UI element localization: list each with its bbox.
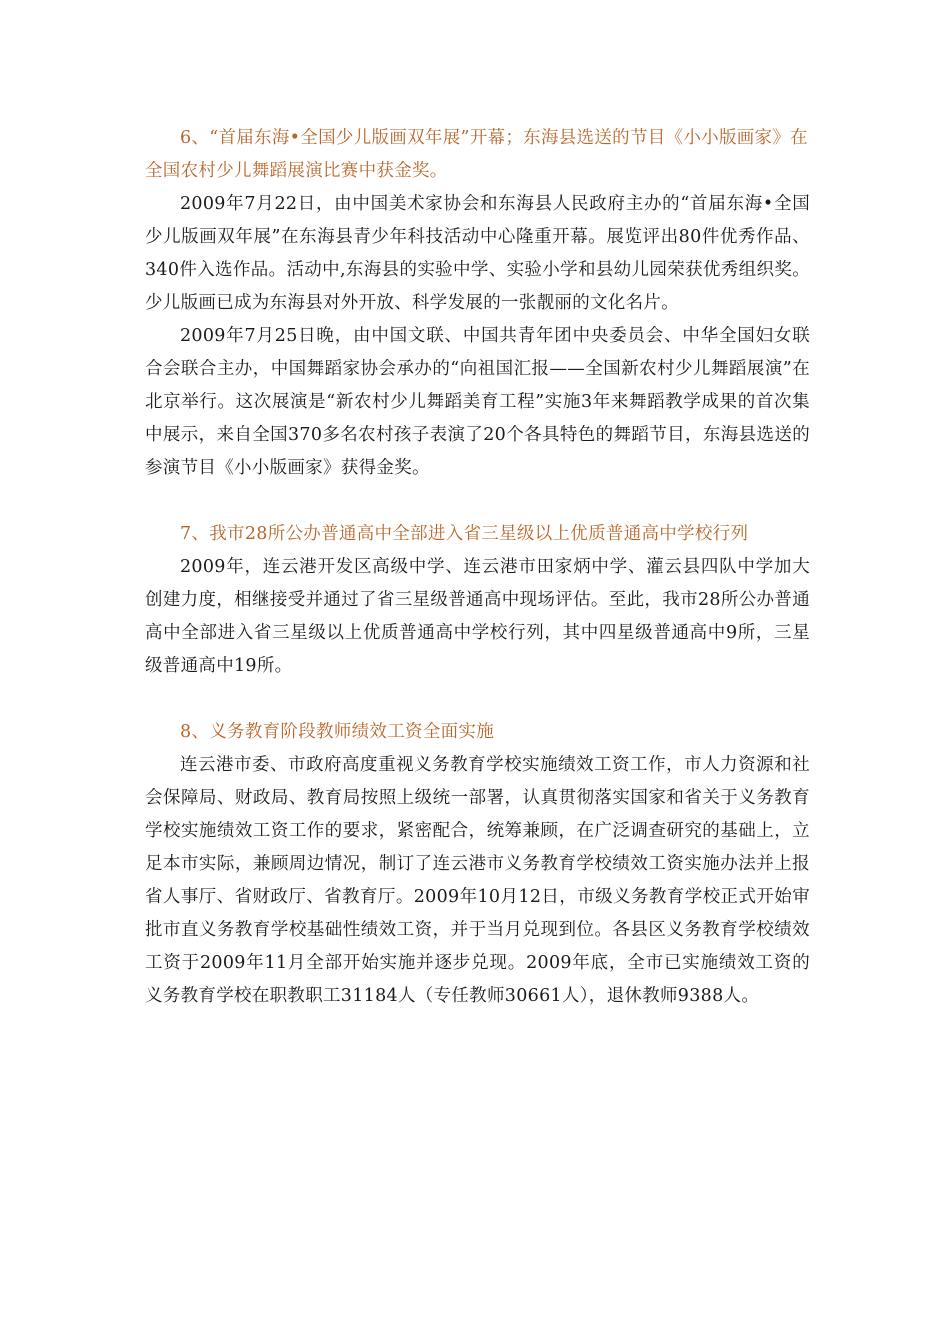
paragraph: 2009年7月25日晚，由中国文联、中国共青年团中央委员会、中华全国妇女联合会联合主办，中国舞蹈家协会承办的“向祖国汇报——全国新农村少儿舞蹈展演”在北京举行。这次展演是“新农村少儿舞蹈美育工程”实施3年来舞蹈教学成果的首次集中展示，来自全国370多名农村孩子表演了20个各具特色的舞蹈节目，东海县选送的参演节目《小小版画家》获得金奖。 [145,326,810,478]
paragraph: 连云港市委、市政府高度重视义务教育学校实施绩效工资工作，市人力资源和社会保障局、财政局、教育局按照上级统一部署，认真贯彻落实国家和省关于义务教育学校实施绩效工资工作的要求，紧密配合，统筹兼顾，在广泛调查研究的基础上，立足本市实际，兼顾周边情况，制订了连云港市义务教育学校绩效工资实施办法并上报省人事厅、省财政厅、省教育厅。2009年10月12日，市级义务教育学校正式开始审批市直义务教育学校基础性绩效工资，并于当月兑现到位。各县区义务教育学校绩效工资于2009年11月全部开始实施并逐步兑现。2009年底，全市已实施绩效工资的义务教育学校在职教职工31184人（专任教师30661人），退休教师9388人。 [145,755,810,1006]
section-7 [145,518,810,683]
paragraph: 2009年7月22日，由中国美术家协会和东海县人民政府主办的“首届东海•全国少儿版画双年展”在东海县青少年科技活动中心隆重开幕。展览评出80件优秀作品、340件入选作品。活动中,东海县的实验中学、实验小学和县幼儿园荣获优秀组织奖。少儿版画已成为东海县对外开放、科学发展的一张靓丽的文化名片。 [145,194,810,313]
section-6 [145,122,810,485]
section-spacer [145,485,810,518]
section-heading: 7、我市28所公办普通高中全部进入省三星级以上优质普通高中学校行列 [180,524,749,544]
document-page [145,122,810,1013]
section-8 [145,716,810,1013]
section-heading: 6、“首届东海•全国少儿版画双年展”开幕；东海县选送的节目《小小版画家》在全国农村少儿舞蹈展演比赛中获金奖。 [145,128,808,181]
section-spacer [145,683,810,716]
section-heading: 8、义务教育阶段教师绩效工资全面实施 [180,722,495,742]
paragraph: 2009年，连云港开发区高级中学、连云港市田家炳中学、灌云县四队中学加大创建力度，相继接受并通过了省三星级普通高中现场评估。至此，我市28所公办普通高中全部进入省三星级以上优质普通高中学校行列，其中四星级普通高中9所，三星级普通高中19所。 [145,557,810,676]
